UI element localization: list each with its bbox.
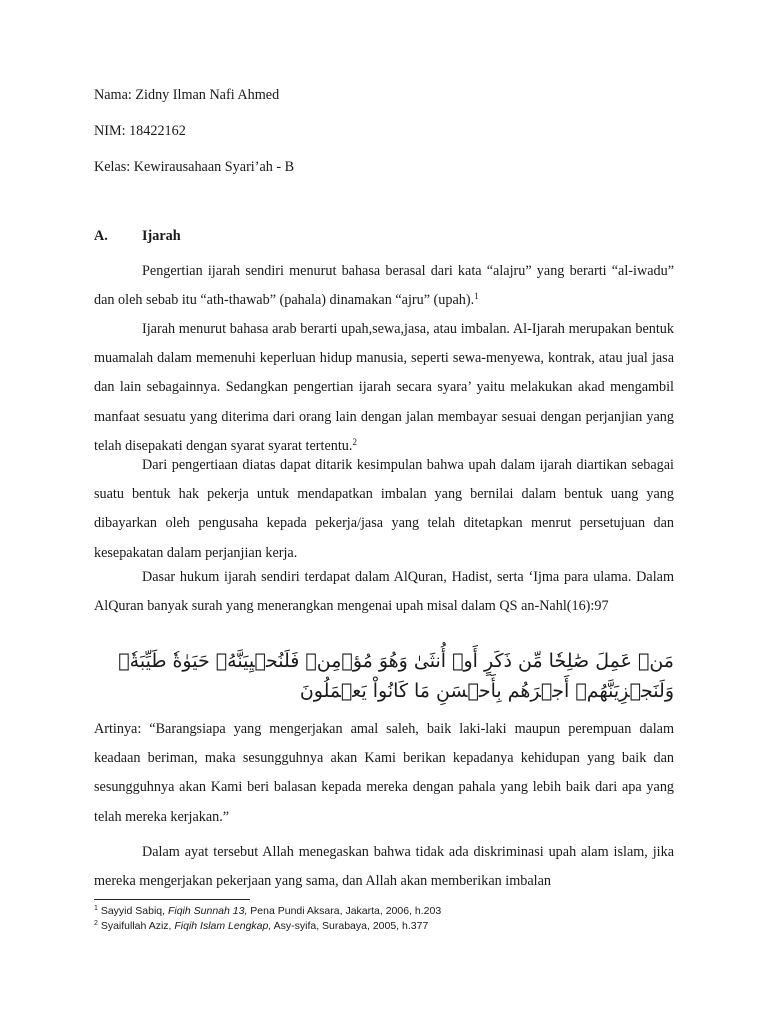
paragraph-explanation-text: Dalam ayat tersebut Allah menegaskan bahwa tidak ada diskriminasi upah alam islam, jika mereka mengerjakan pekerjaan yang sama, dan Allah akan memberikan imbalan <box>94 844 674 890</box>
quran-verse: مَنۡ عَمِلَ صَٰلِحٗا مِّن ذَكَرٍ أَوۡ أُنثَىٰ وَهُوَ مُؤۡمِنٞ فَلَنُحۡيِيَنَّهُۥ حَيَوٰةٗ طَيِّبَةٗۖ وَلَنَجۡزِيَنَّهُمۡ أَجۡرَهُم بِأَحۡسَنِ مَا كَانُواْ يَعۡمَلُونَ <box>118 650 674 702</box>
footnote-2 <box>94 920 428 932</box>
student-name: Nama: Zidny Ilman Nafi Ahmed <box>94 87 280 103</box>
section-number: A. <box>94 228 108 244</box>
paragraph-conclusion-text: Dari pengertiaan diatas dapat ditarik kesimpulan bahwa upah dalam ijarah diartikan sebagai suatu bentuk hak pekerja untuk mendapatkan imbalan yang bernilai dalam bentuk uang yang dibayarkan oleh pengusaha kepada pekerja/jasa yang telah ditetapkan menrut persetujuan dan kesepakatan dalam perjanjian kerja. <box>94 457 674 561</box>
paragraph-definition-text: Pengertian ijarah sendiri menurut bahasa berasal dari kata “alajru” yang berarti “al-iwadu” dan oleh sebab itu “ath-thawab” (pahala) dinamakan “ajru” (upah). <box>94 263 674 309</box>
paragraph-definition <box>94 257 674 315</box>
verse-translation: Artinya: “Barangsiapa yang mengerjakan amal saleh, baik laki-laki maupun perempuan dalam keadaan beriman, maka sesungguhnya akan Kami berikan kepadanya kehidupan yang baik dan sesungguhnya akan Kami beri balasan kepada mereka dengan pahala yang lebih baik dari apa yang telah mereka kerjakan.” <box>94 721 674 825</box>
footnote-1-title: Fiqih Sunnah 13, <box>167 905 248 917</box>
footnote-ref-2: 2 <box>352 436 357 447</box>
footnote-1-author: Sayyid Sabiq, <box>100 905 166 917</box>
footnote-2-number: 2 <box>94 920 98 927</box>
paragraph-conclusion <box>94 451 674 568</box>
footnote-2-publisher: Asy-syifa, Surabaya, 2005, h.377 <box>273 920 429 932</box>
footnote-1 <box>94 905 441 917</box>
section-heading <box>94 228 181 245</box>
footnote-ref-1: 1 <box>474 291 479 302</box>
footnote-2-author: Syaifullah Aziz, <box>100 920 172 932</box>
footnote-1-publisher: Pena Pundi Aksara, Jakarta, 2006, h.203 <box>250 905 442 917</box>
paragraph-meaning <box>94 315 674 461</box>
footnote-2-title: Fiqih Islam Lengkap, <box>174 920 272 932</box>
section-title: Ijarah <box>142 228 181 244</box>
student-nim: NIM: 18422162 <box>94 123 186 139</box>
paragraph-legal-basis <box>94 563 674 621</box>
student-class: Kelas: Kewirausahaan Syari’ah - B <box>94 159 295 175</box>
paragraph-legal-basis-text: Dasar hukum ijarah sendiri terdapat dalam AlQuran, Hadist, serta ‘Ijma para ulama. Dalam AlQuran banyak surah yang menerangkan mengenai upah misal dalam QS an-Nahl(16):97 <box>94 569 674 615</box>
footnote-1-number: 1 <box>94 905 98 912</box>
paragraph-explanation <box>94 838 674 896</box>
paragraph-meaning-text: Ijarah menurut bahasa arab berarti upah,sewa,jasa, atau imbalan. Al-Ijarah merupakan bentuk muamalah dalam memenuhi keperluan hidup manusia, seperti sewa-menyewa, kontrak, atau jual jasa dan lain sebagainnya. Sedangkan pengertian ijarah secara syara’ yaitu melakukan akad mengambil manfaat sesuatu yang diterima dari orang lain dengan jalan membayar sesuai dengan perjanjian yang telah disepakati dengan syarat syarat tertentu. <box>94 321 674 454</box>
footnote-divider <box>94 899 250 900</box>
